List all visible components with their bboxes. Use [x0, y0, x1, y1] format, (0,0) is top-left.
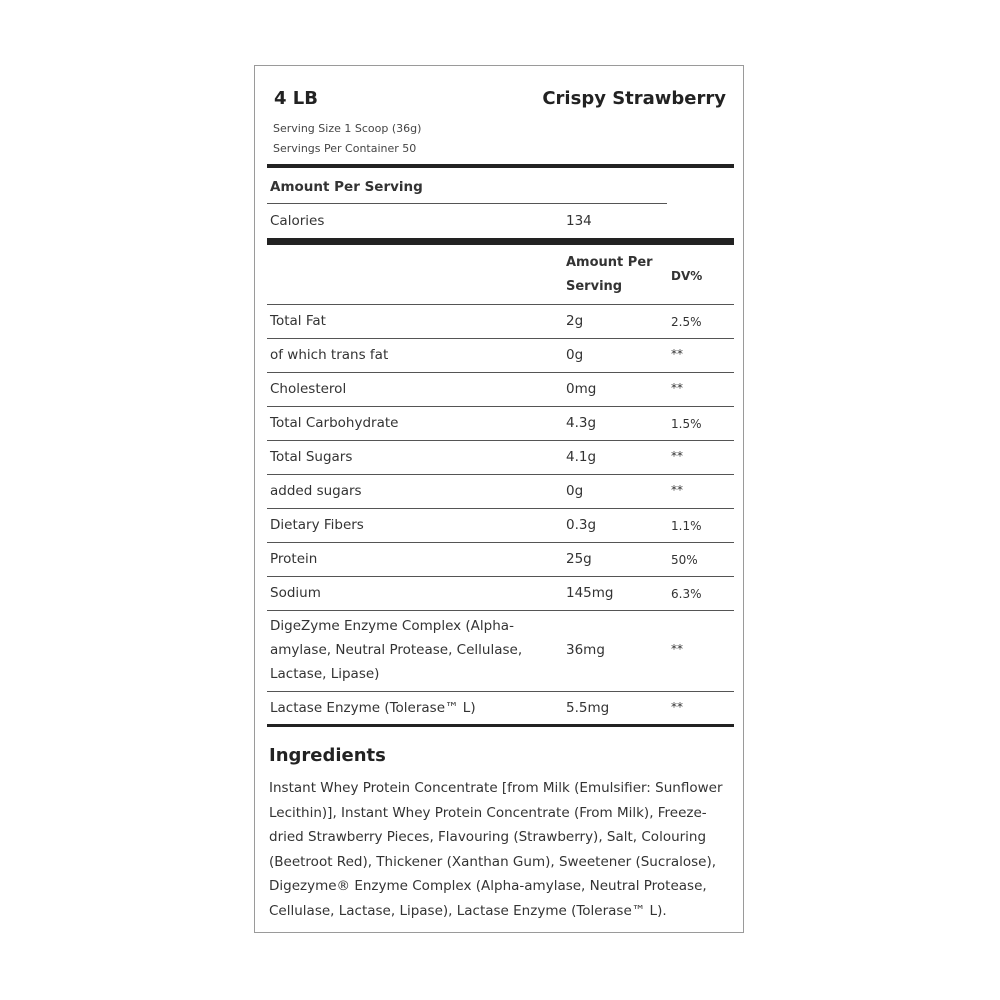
calories-label: Calories: [270, 213, 325, 229]
nutrient-name: Total Carbohydrate: [270, 415, 399, 431]
nutrient-amount: 2g: [566, 313, 584, 329]
row-divider: [267, 542, 734, 543]
product-flavor: Crispy Strawberry: [542, 88, 726, 109]
servings-per-container: Servings Per Container 50: [273, 142, 417, 155]
ingredients-line: Lecithin)], Instant Whey Protein Concentrate (From Milk), Freeze-: [269, 804, 707, 821]
nutrient-amount: 4.1g: [566, 449, 597, 465]
nutrient-amount: 0mg: [566, 381, 597, 397]
divider-calories: [267, 203, 667, 204]
nutrient-name: Protein: [270, 551, 318, 567]
nutrient-name: Dietary Fibers: [270, 517, 364, 533]
calories-value: 134: [566, 213, 592, 229]
nutrient-amount: 0.3g: [566, 517, 597, 533]
nutrient-amount: 36mg: [566, 642, 605, 658]
divider-thick-middle: [267, 238, 734, 245]
row-divider: [267, 372, 734, 373]
nutrient-amount: 4.3g: [566, 415, 597, 431]
nutrient-amount: 25g: [566, 551, 592, 567]
divider-thick-bottom: [267, 724, 734, 727]
nutrient-dv: **: [671, 347, 683, 361]
nutrient-name: Total Sugars: [270, 449, 353, 465]
nutrient-name: added sugars: [270, 483, 362, 499]
nutrient-name-line: DigeZyme Enzyme Complex (Alpha-: [270, 618, 514, 634]
nutrient-name: of which trans fat: [270, 347, 389, 363]
ingredients-line: (Beetroot Red), Thickener (Xanthan Gum), Sweetener (Sucralose),: [269, 853, 717, 870]
nutrient-dv: 6.3%: [671, 587, 702, 601]
nutrient-name-line: amylase, Neutral Protease, Cellulase,: [270, 642, 523, 658]
serving-size: Serving Size 1 Scoop (36g): [273, 122, 422, 135]
nutrient-dv: 50%: [671, 553, 698, 567]
row-divider: [267, 338, 734, 339]
divider-thick-top: [267, 164, 734, 168]
row-divider: [267, 576, 734, 577]
row-divider: [267, 474, 734, 475]
ingredients-line: Cellulase, Lactase, Lipase), Lactase Enzyme (Tolerase™ L).: [269, 902, 667, 919]
nutrient-dv: **: [671, 381, 683, 395]
nutrient-amount: 145mg: [566, 585, 614, 601]
ingredients-line: dried Strawberry Pieces, Flavouring (Strawberry), Salt, Colouring: [269, 829, 707, 845]
nutrient-name: Sodium: [270, 585, 321, 601]
nutrient-dv: **: [671, 700, 683, 714]
row-divider: [267, 610, 734, 611]
nutrient-dv: **: [671, 642, 683, 656]
ingredients-line: Digezyme® Enzyme Complex (Alpha-amylase, Neutral Protease,: [269, 878, 707, 894]
ingredients-text: [269, 776, 729, 923]
nutrient-dv: **: [671, 483, 683, 497]
row-divider: [267, 406, 734, 407]
nutrient-name-line: Lactase, Lipase): [270, 666, 380, 682]
nutrient-dv: 2.5%: [671, 315, 702, 329]
nutrient-name: Total Fat: [270, 313, 326, 329]
nutrient-amount: 0g: [566, 347, 584, 363]
nutrient-name: Lactase Enzyme (Tolerase™ L): [270, 700, 476, 716]
divider-header: [267, 304, 734, 305]
nutrient-dv: 1.1%: [671, 519, 702, 533]
row-divider: [267, 440, 734, 441]
product-size: 4 LB: [274, 88, 318, 109]
nutrition-label: [254, 65, 744, 933]
amount-per-serving-heading: Amount Per Serving: [270, 179, 423, 195]
column-amount-header-line1: Amount Per: [566, 255, 653, 270]
row-divider: [267, 508, 734, 509]
nutrient-amount: 5.5mg: [566, 700, 610, 716]
row-divider: [267, 691, 734, 692]
nutrient-dv: **: [671, 449, 683, 463]
nutrient-name: Cholesterol: [270, 381, 347, 397]
column-amount-header-line2: Serving: [566, 279, 623, 294]
nutrient-amount: 0g: [566, 483, 584, 499]
column-dv-header: DV%: [671, 269, 703, 283]
ingredients-line: Instant Whey Protein Concentrate [from Milk (Emulsifier: Sunflower: [269, 780, 723, 796]
nutrient-dv: 1.5%: [671, 417, 702, 431]
ingredients-title: Ingredients: [269, 745, 386, 766]
